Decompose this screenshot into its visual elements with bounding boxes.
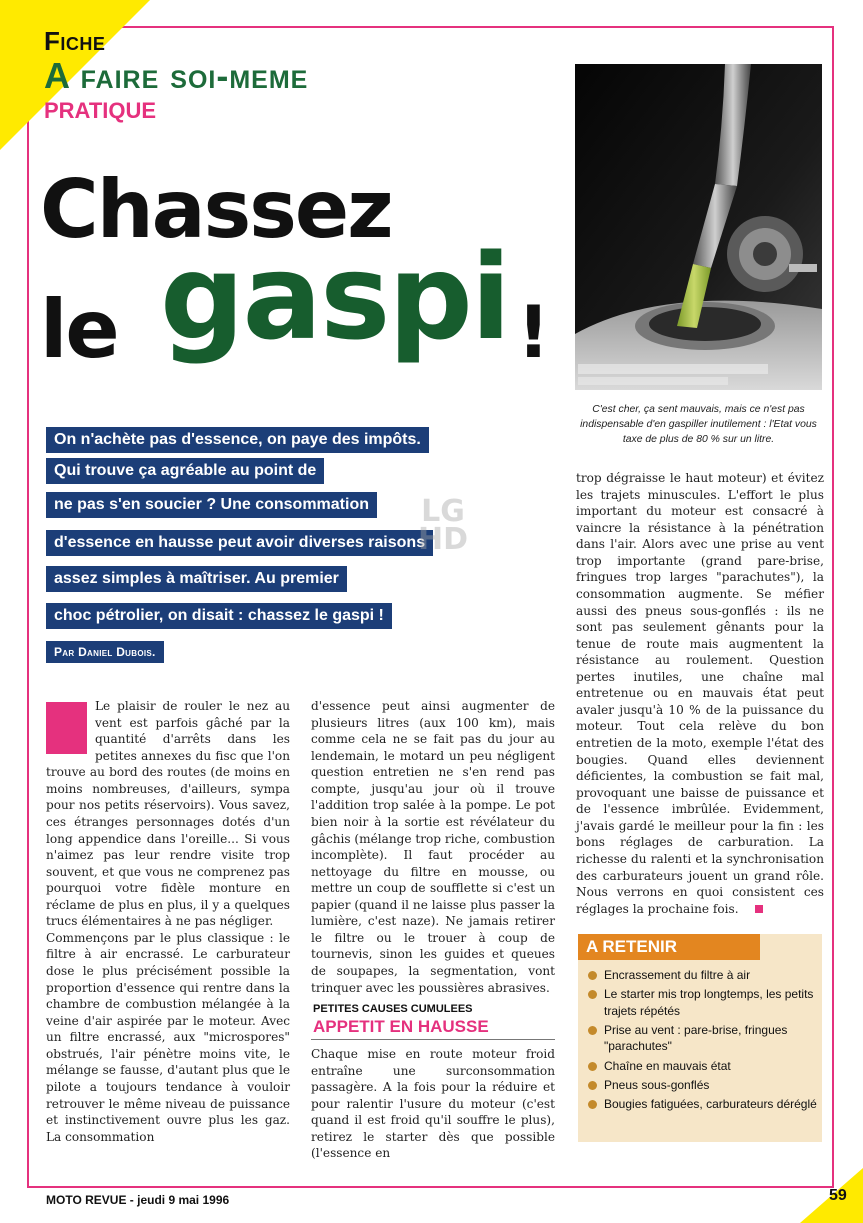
photo-caption: C'est cher, ça sent mauvais, mais ce n'est pas indispensable d'en gaspiller inutilement : l'Etat vous taxe de plus de 80 % sur un litre.	[580, 404, 817, 446]
article-column-2-continued	[311, 1046, 555, 1162]
section-kicker: Fiche	[44, 26, 106, 56]
headline-exclamation: !	[517, 290, 550, 374]
article-column-1	[46, 698, 290, 1145]
paragraph: trop dégraisse le haut moteur) et évitez les trajets minuscules. L'effort le plus important du moteur est consacré à vaincre la résistance à la pénétration dans l'air. Alors avec une prise au vent trop importante (grand pare-brise, fringues trop larges "parachutes"), la consommation augmente. Se méfier aussi des pneus sous-gonflés : ils ne sont pas seulement gênants pour la tenue de route mais augmentent la résistance au roulement. Question pertes inutiles, une chaîne mal entretenue ou en mauvais état peut avaler jusqu'à 10 % de la puissance du moteur. Tout cela relève du bon entretien de la moto, exemple l'état des bougies. Quand elles deviennent déficientes, la combustion se fait mal, provoquant une baisse de puissance et de l'essence imbrûlée. Evidemment, j'avais gardé le meilleur pour la fin : les bons réglages de carburation. La richesse du ralenti et la synchronisation des carburateurs jouent un grand rôle. Nous verrons en quoi consistent ces réglages la prochaine fois.	[576, 471, 824, 916]
bullet-icon	[588, 1062, 597, 1071]
list-item: Chaîne en mauvais état	[588, 1058, 818, 1074]
retenir-title: A RETENIR	[578, 934, 760, 960]
article-column-2	[311, 698, 555, 996]
fuel-nozzle-photo	[575, 64, 822, 390]
subsection-kicker: PETITES CAUSES CUMULEES	[313, 1003, 473, 1015]
intro-line: Qui trouve ça agréable au point de	[46, 458, 324, 484]
drop-cap	[46, 702, 87, 754]
headline-gaspi: gaspi	[160, 228, 510, 366]
list-item: Pneus sous-gonflés	[588, 1077, 818, 1093]
headline-line1: Chassez	[40, 163, 392, 256]
intro-line: d'essence en hausse peut avoir diverses raisons	[46, 530, 433, 556]
bullet-icon	[588, 990, 597, 999]
bullet-icon	[588, 1081, 597, 1090]
page-number: 59	[829, 1187, 847, 1204]
watermark-text: LG	[421, 494, 465, 529]
list-item: Bougies fatiguées, carburateurs déréglé	[588, 1096, 818, 1112]
subsection-heading: APPETIT EN HAUSSE	[313, 1017, 489, 1036]
intro-line: choc pétrolier, on disait : chassez le gaspi !	[46, 603, 392, 629]
list-item: Le starter mis trop longtemps, les petits trajets répétés	[588, 986, 818, 1019]
paragraph: Le plaisir de rouler le nez au vent est parfois gâché par la quantité d'arrêts dans les petites annexes du fisc que l'on trouve au bord des routes (de moins en moins nombreuses, d'ailleurs, sympa pour nos petits réservoirs). Vous savez, ces étranges personnages dotés d'un long appendice dans l'oreille... Si vous n'aimez pas leur rendre visite trop souvent, et que vous ne comprenez pas pourquoi votre fidèle monture en réclame de plus en plus, il y a quelques trucs élémentaires à ne pas négliger.	[46, 699, 290, 929]
headline-le: le	[40, 283, 118, 376]
bullet-icon	[588, 1100, 597, 1109]
paragraph: Commençons par le plus classique : le filtre à air encrassé. Le carburateur dose le plus précisément possible la proportion d'essence qui rentre dans la chambre de combustion mélangée à la veine d'air aspirée par le moteur. Avec un filtre encrassé, aux "microspores" obstrués, l'air pénètre moins vite, le mélange se fausse, d'autant plus que le pilote a toujours tendance à vouloir retrouver le même niveau de puissance et instinctivement ouvre plus les gaz. La consommation	[46, 930, 290, 1144]
retenir-list	[588, 967, 818, 1116]
end-mark	[755, 905, 763, 913]
paragraph: Chaque mise en route moteur froid entraîne une surconsommation passagère. A la fois pour la réduire et pour ralentir l'usure du moteur (c'est quand il est froid qu'il souffre le plus), retirez le starter dès que possible (l'essence en	[311, 1047, 555, 1161]
section-title: A faire soi-meme	[44, 55, 309, 96]
watermark-logo	[418, 494, 469, 557]
intro-line: assez simples à maîtriser. Au premier	[46, 566, 347, 592]
subsection-divider	[311, 1039, 555, 1040]
watermark-text: HD	[418, 521, 469, 557]
bullet-icon	[588, 1026, 597, 1035]
list-item: Prise au vent : pare-brise, fringues "parachutes"	[588, 1022, 818, 1055]
article-column-3	[576, 470, 824, 917]
intro-line: ne pas s'en soucier ? Une consommation	[46, 492, 377, 518]
author-byline: Par Daniel Dubois.	[46, 641, 164, 663]
paragraph: d'essence peut ainsi augmenter de plusieurs litres (aux 100 km), mais comme cela ne se fait pas du jour au lendemain, le motard un peu négligent question entretien ne s'en rend pas compte, jusqu'au jour où il trouve l'addition trop salée à la pompe. Le pot bien noir à la sortie est révélateur du gâchis (mélange trop riche, combustion incomplète). Il faut procéder au nettoyage du filtre en mousse, ou mettre un coup de soufflette si c'est un papier (quand il ne laisse plus passer la lumière, c'est naze). Ne jamais retirer le filtre ou le trouer à coup de tournevis, sinon les guides et queues de soupapes, la segmentation, vont trinquer avec les poussières abrasives.	[311, 699, 556, 995]
intro-line: On n'achète pas d'essence, on paye des impôts.	[46, 427, 429, 453]
footer-publication: MOTO REVUE - jeudi 9 mai 1996	[46, 1193, 230, 1207]
list-item: Encrassement du filtre à air	[588, 967, 818, 983]
section-subtitle: PRATIQUE	[44, 98, 157, 123]
bullet-icon	[588, 971, 597, 980]
